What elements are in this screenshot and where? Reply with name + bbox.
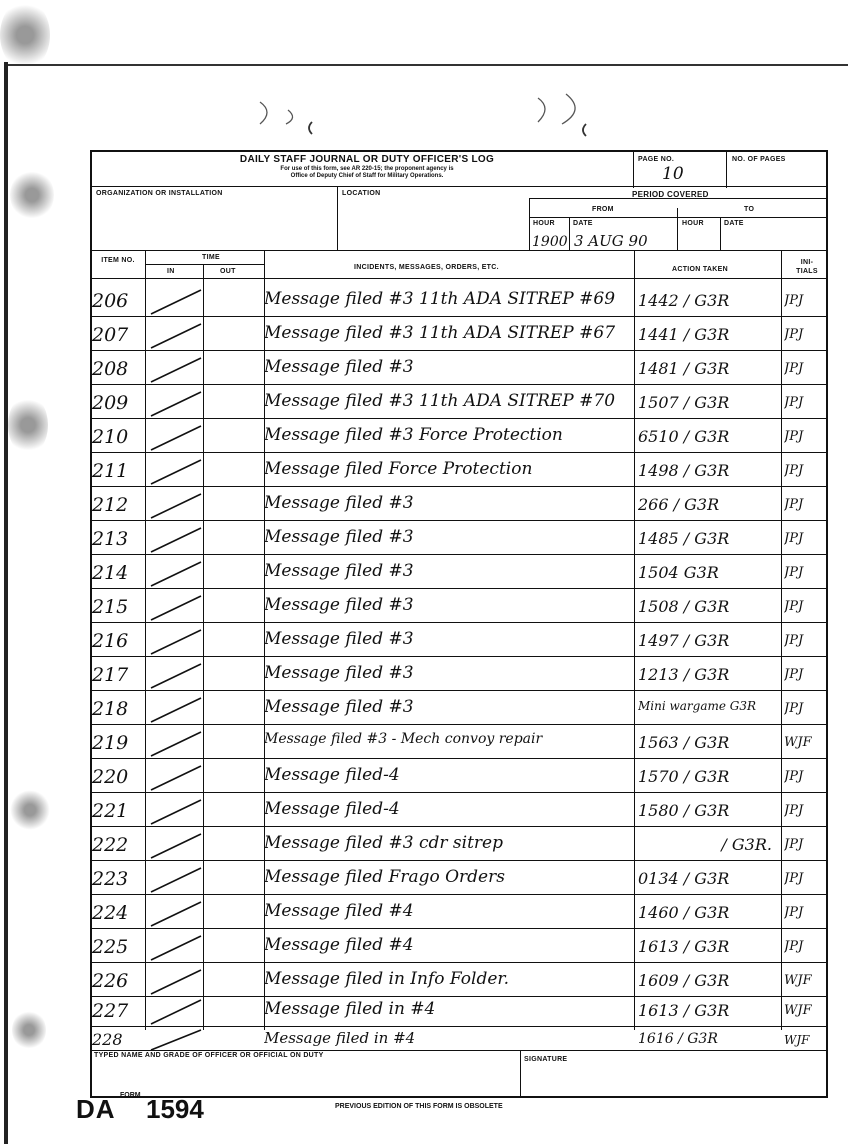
time-label: TIME [202, 254, 220, 261]
scan-smudge [12, 1010, 46, 1050]
form-footer-number: 1594 [146, 1094, 204, 1124]
item-number: 227 [92, 1000, 129, 1022]
item-number: 224 [92, 902, 129, 924]
action-taken: 1563 / G3R [638, 733, 730, 752]
journal-row [92, 764, 826, 792]
signature-label: SIGNATURE [524, 1056, 568, 1063]
incident-text: Message filed-4 [264, 765, 400, 785]
period-covered-label: PERIOD COVERED [632, 190, 709, 199]
incident-text: Message filed #3 11th ADA SITREP #67 [264, 323, 616, 343]
action-taken: 1213 / G3R [638, 665, 730, 684]
initials: JPJ [784, 701, 804, 716]
item-number: 213 [92, 528, 129, 550]
initials: JPJ [784, 905, 804, 920]
scan-smudge [10, 170, 54, 220]
time-slash-mark [147, 526, 202, 554]
journal-row [92, 798, 826, 826]
journal-row [92, 594, 826, 622]
form-title: DAILY STAFF JOURNAL OR DUTY OFFICER'S LOG [239, 154, 495, 165]
staff-journal-form [90, 150, 828, 1098]
action-taken: Mini wargame G3R [638, 699, 757, 713]
initials: WJF [784, 973, 812, 988]
initials: JPJ [784, 395, 804, 410]
incident-text: Message filed #4 [264, 901, 414, 921]
initials: JPJ [784, 633, 804, 648]
incident-text: Message filed Force Protection [264, 459, 533, 479]
action-taken: 1498 / G3R [638, 461, 730, 480]
form-footer-da: DA [76, 1094, 116, 1124]
incident-text: Message filed #3 cdr sitrep [264, 833, 503, 853]
action-taken: 1442 / G3R [638, 291, 730, 310]
action-taken: 1497 / G3R [638, 631, 730, 650]
item-number: 217 [92, 664, 129, 686]
initials: JPJ [784, 803, 804, 818]
journal-row [92, 730, 826, 758]
form-subtitle-line: Office of Deputy Chief of Staff for Military Operations. [290, 173, 444, 179]
initials: JPJ [784, 293, 804, 308]
incident-text: Message filed in Info Folder. [264, 969, 510, 989]
action-taken: 1481 / G3R [638, 359, 730, 378]
time-slash-mark [147, 560, 202, 588]
form-footer-previous-edition: PREVIOUS EDITION OF THIS FORM IS OBSOLETE [335, 1103, 503, 1110]
time-slash-mark [147, 764, 202, 792]
time-slash-mark [147, 662, 202, 690]
action-taken-label: ACTION TAKEN [672, 266, 728, 273]
journal-row [92, 288, 826, 316]
action-taken: 6510 / G3R [638, 427, 730, 446]
scan-smudge [0, 0, 50, 70]
item-number: 226 [92, 970, 129, 992]
initials: JPJ [784, 837, 804, 852]
journal-row [92, 1028, 826, 1052]
item-number: 206 [92, 290, 129, 312]
initials: JPJ [784, 327, 804, 342]
item-number: 207 [92, 324, 129, 346]
incident-text: Message filed #3 11th ADA SITREP #70 [264, 391, 616, 411]
incident-text: Message filed #3 [264, 561, 414, 581]
to-date-label: DATE [724, 220, 744, 227]
scan-edge-top [8, 64, 848, 66]
initials: JPJ [784, 463, 804, 478]
page-no-value: 10 [662, 164, 684, 184]
action-taken: 1504 G3R [638, 563, 719, 582]
initials: WJF [784, 735, 812, 750]
time-slash-mark [147, 866, 202, 894]
action-taken: 1441 / G3R [638, 325, 730, 344]
action-taken: 1485 / G3R [638, 529, 730, 548]
scan-smudge [10, 790, 50, 830]
org-label: ORGANIZATION OR INSTALLATION [96, 190, 223, 197]
item-number: 219 [92, 732, 129, 754]
item-number: 221 [92, 800, 129, 822]
journal-row [92, 934, 826, 962]
time-slash-mark [147, 390, 202, 418]
time-slash-mark [147, 424, 202, 452]
typed-name-label: TYPED NAME AND GRADE OF OFFICER OR OFFICIAL ON DUTY [94, 1052, 324, 1059]
item-number: 210 [92, 426, 129, 448]
initials: JPJ [784, 565, 804, 580]
journal-row [92, 492, 826, 520]
incident-text: Message filed #3 [264, 697, 414, 717]
time-in-label: IN [167, 268, 175, 275]
journal-row [92, 900, 826, 928]
from-hour-label: HOUR [533, 220, 555, 227]
item-number: 216 [92, 630, 129, 652]
item-number: 218 [92, 698, 129, 720]
location-label: LOCATION [342, 190, 381, 197]
time-slash-mark [147, 832, 202, 860]
incident-text: Message filed #3 [264, 493, 414, 513]
item-number: 222 [92, 834, 129, 856]
journal-row [92, 526, 826, 554]
action-taken: 1570 / G3R [638, 767, 730, 786]
journal-row [92, 322, 826, 350]
scan-smudge [8, 395, 48, 455]
action-taken: 1613 / G3R [638, 937, 730, 956]
hole-punch-marks [240, 90, 620, 140]
journal-row [92, 390, 826, 418]
page-no-label: PAGE NO. [638, 156, 675, 163]
journal-row [92, 628, 826, 656]
initials: JPJ [784, 497, 804, 512]
initials: JPJ [784, 871, 804, 886]
journal-row [92, 968, 826, 996]
item-number: 220 [92, 766, 129, 788]
time-slash-mark [147, 1028, 202, 1052]
action-taken: 1507 / G3R [638, 393, 730, 412]
action-taken: 1580 / G3R [638, 801, 730, 820]
journal-row [92, 866, 826, 894]
initials: JPJ [784, 769, 804, 784]
incidents-label: INCIDENTS, MESSAGES, ORDERS, ETC. [354, 264, 499, 271]
incident-text: Message filed #3 [264, 527, 414, 547]
initials: JPJ [784, 939, 804, 954]
time-slash-mark [147, 968, 202, 996]
time-slash-mark [147, 356, 202, 384]
from-hour-value: 1900 [532, 234, 568, 250]
initials: WJF [784, 1033, 810, 1047]
form-footer-form-label: FORM [120, 1092, 141, 1099]
item-no-label: ITEM NO. [101, 257, 135, 264]
incident-text: Message filed #4 [264, 935, 414, 955]
journal-row [92, 832, 826, 860]
to-hour-label: HOUR [682, 220, 704, 227]
initials: JPJ [784, 667, 804, 682]
action-taken: / G3R. [721, 835, 772, 854]
action-taken: 1609 / G3R [638, 971, 730, 990]
journal-row [92, 356, 826, 384]
initials: WJF [784, 1003, 812, 1018]
incident-text: Message filed in #4 [264, 1029, 416, 1047]
no-of-pages-label: NO. OF PAGES [732, 156, 786, 163]
item-number: 223 [92, 868, 129, 890]
from-date-label: DATE [573, 220, 593, 227]
item-number: 228 [92, 1030, 123, 1049]
incident-text: Message filed #3 [264, 357, 414, 377]
time-slash-mark [147, 594, 202, 622]
time-slash-mark [147, 998, 202, 1026]
time-slash-mark [147, 492, 202, 520]
item-number: 225 [92, 936, 129, 958]
journal-row [92, 662, 826, 690]
journal-row [92, 998, 826, 1026]
incident-text: Message filed #3 [264, 595, 414, 615]
item-number: 215 [92, 596, 129, 618]
action-taken: 1616 / G3R [638, 1031, 718, 1047]
initials-label: INI-TIALS [796, 259, 818, 275]
time-out-label: OUT [220, 268, 236, 275]
from-date-value: 3 AUG 90 [574, 232, 648, 250]
time-slash-mark [147, 900, 202, 928]
to-label: TO [744, 206, 755, 213]
item-number: 212 [92, 494, 129, 516]
journal-row [92, 458, 826, 486]
action-taken: 1460 / G3R [638, 903, 730, 922]
time-slash-mark [147, 322, 202, 350]
initials: JPJ [784, 361, 804, 376]
time-slash-mark [147, 288, 202, 316]
incident-text: Message filed Frago Orders [264, 867, 505, 887]
initials: JPJ [784, 599, 804, 614]
item-number: 208 [92, 358, 129, 380]
incident-text: Message filed #3 Force Protection [264, 425, 563, 445]
incident-text: Message filed #3 11th ADA SITREP #69 [264, 289, 616, 309]
action-taken: 1508 / G3R [638, 597, 730, 616]
incident-text: Message filed-4 [264, 799, 400, 819]
time-slash-mark [147, 696, 202, 724]
form-subtitle [227, 166, 507, 180]
incident-text: Message filed in #4 [264, 999, 436, 1019]
item-number: 214 [92, 562, 129, 584]
action-taken: 0134 / G3R [638, 869, 730, 888]
time-slash-mark [147, 628, 202, 656]
time-slash-mark [147, 730, 202, 758]
journal-row [92, 560, 826, 588]
journal-row [92, 696, 826, 724]
incident-text: Message filed #3 [264, 629, 414, 649]
time-slash-mark [147, 934, 202, 962]
time-slash-mark [147, 458, 202, 486]
time-slash-mark [147, 798, 202, 826]
scan-edge-left [4, 62, 8, 1144]
action-taken: 266 / G3R [638, 495, 720, 514]
incident-text: Message filed #3 [264, 663, 414, 683]
journal-row [92, 424, 826, 452]
initials: JPJ [784, 429, 804, 444]
item-number: 209 [92, 392, 129, 414]
from-label: FROM [592, 206, 614, 213]
incident-text: Message filed #3 - Mech convoy repair [264, 731, 543, 747]
form-subtitle-line: For use of this form, see AR 220-15; the proponent agency is [280, 166, 454, 172]
action-taken: 1613 / G3R [638, 1001, 730, 1020]
initials: JPJ [784, 531, 804, 546]
item-number: 211 [92, 460, 129, 482]
